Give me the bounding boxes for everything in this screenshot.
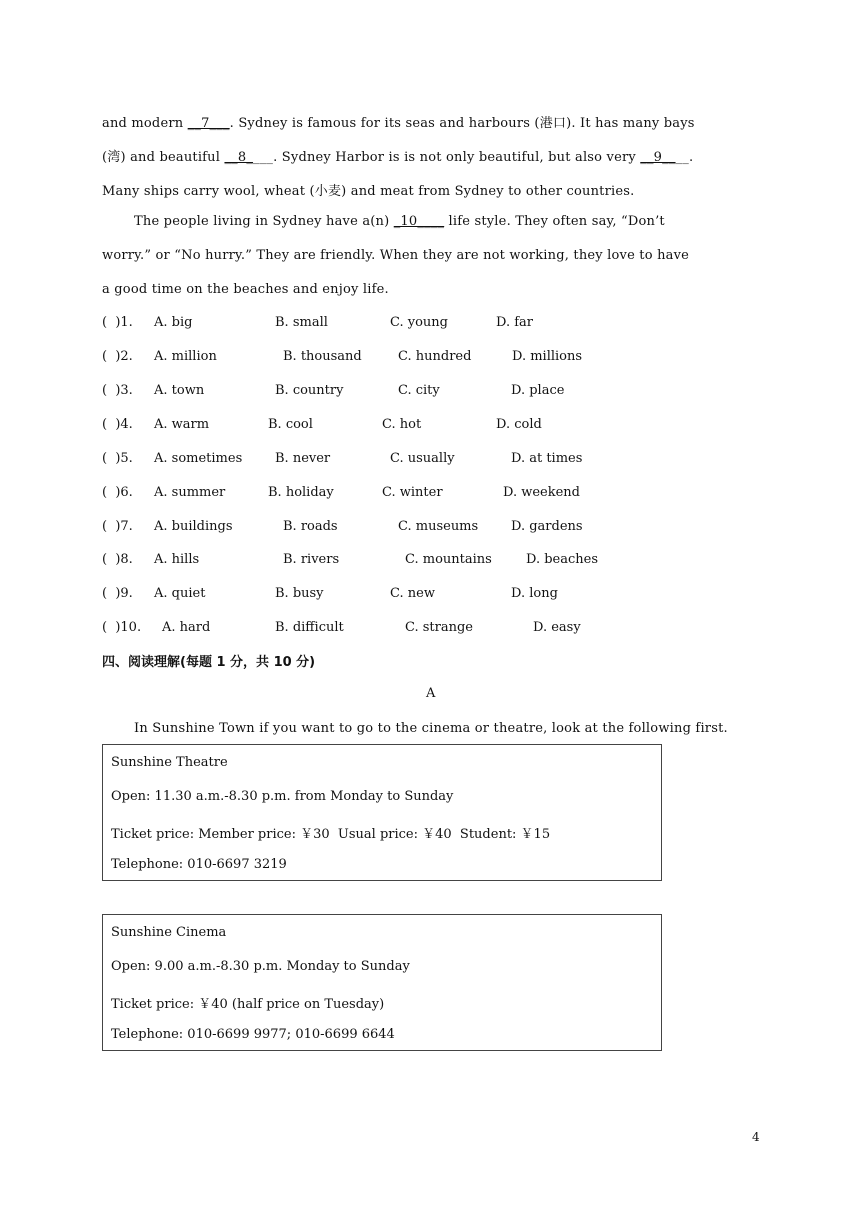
option-c: C. hot [382, 417, 422, 432]
question-number: ( )10. [102, 620, 142, 635]
passage-text: . Sydney is famous for its seas and harbours (港口). It has many bays [229, 116, 695, 131]
cinema-open: Open: 9.00 a.m.-8.30 p.m. Monday to Sunday [111, 959, 410, 974]
blank-9: __9__ [640, 150, 676, 165]
option-d: D. place [511, 383, 565, 398]
option-b: B. difficult [275, 620, 344, 635]
option-a: A. million [154, 349, 217, 364]
section-title: 四、阅读理解(每题 1 分，共 10 分) [102, 655, 316, 670]
question-row [102, 620, 581, 640]
passage-line-4 [134, 214, 665, 229]
blank-7: __7___ [187, 116, 230, 131]
option-b: B. small [275, 315, 328, 330]
blank-10: _10____ [393, 214, 445, 229]
option-b: B. roads [283, 519, 338, 534]
option-d: D. millions [512, 349, 583, 364]
question-number: ( )1. [102, 315, 133, 330]
option-a: A. warm [154, 417, 210, 432]
theatre-name: Sunshine Theatre [111, 755, 228, 770]
option-c: C. usually [390, 451, 455, 466]
question-row [102, 519, 583, 539]
option-a: A. summer [154, 485, 226, 500]
passage-text: __. [675, 150, 694, 165]
option-c: C. young [390, 315, 448, 330]
question-row [102, 315, 534, 335]
option-b: B. never [275, 451, 331, 466]
option-a: A. buildings [154, 519, 233, 534]
option-c: C. museums [398, 519, 479, 534]
option-a: A. quiet [154, 586, 206, 601]
option-c: C. strange [405, 620, 473, 635]
question-row [102, 417, 542, 437]
option-a: A. town [154, 383, 205, 398]
cinema-name: Sunshine Cinema [111, 925, 227, 940]
option-d: D. beaches [526, 552, 599, 567]
theatre-phone: Telephone: 010-6697 3219 [111, 857, 287, 872]
option-d: D. easy [533, 620, 581, 635]
option-a: A. sometimes [154, 451, 243, 466]
option-d: D. cold [496, 417, 542, 432]
option-b: B. holiday [268, 485, 334, 500]
option-d: D. long [511, 586, 558, 601]
option-d: D. at times [511, 451, 583, 466]
passage-line-5: worry.” or “No hurry.” They are friendly. When they are not working, they love to have [102, 248, 690, 263]
passage-text: and modern [102, 116, 188, 131]
option-c: C. winter [382, 485, 443, 500]
question-number: ( )8. [102, 552, 133, 567]
option-b: B. country [275, 383, 344, 398]
part-label: A [426, 686, 436, 701]
question-row [102, 485, 581, 505]
option-b: B. busy [275, 586, 324, 601]
question-number: ( )5. [102, 451, 133, 466]
blank-8: __8_ [224, 150, 254, 165]
theatre-info-box [102, 744, 662, 881]
reading-intro: In Sunshine Town if you want to go to the cinema or theatre, look at the following first. [134, 721, 728, 736]
question-row [102, 586, 558, 606]
option-a: A. hard [162, 620, 211, 635]
question-row [102, 552, 599, 572]
option-b: B. cool [268, 417, 313, 432]
passage-text: The people living in Sydney have a(n) [134, 214, 394, 229]
page-number: 4 [752, 1130, 760, 1144]
option-a: A. hills [154, 552, 200, 567]
cinema-price: Ticket price: ￥40 (half price on Tuesday) [111, 997, 385, 1012]
option-b: B. rivers [283, 552, 340, 567]
passage-text: (湾) and beautiful [102, 150, 225, 165]
option-c: C. hundred [398, 349, 472, 364]
question-row [102, 451, 583, 471]
cinema-phone: Telephone: 010-6699 9977; 010-6699 6644 [111, 1027, 395, 1042]
passage-text: life style. They often say, “Don’t [444, 214, 665, 229]
theatre-open: Open: 11.30 a.m.-8.30 p.m. from Monday to Sunday [111, 789, 454, 804]
option-d: D. far [496, 315, 534, 330]
option-d: D. gardens [511, 519, 583, 534]
question-number: ( )9. [102, 586, 133, 601]
theatre-price: Ticket price: Member price: ￥30 Usual price: ￥40 Student: ￥15 [111, 827, 551, 842]
option-c: C. mountains [405, 552, 492, 567]
passage-line-6: a good time on the beaches and enjoy life. [102, 282, 389, 297]
option-c: C. city [398, 383, 440, 398]
question-number: ( )4. [102, 417, 133, 432]
passage-text: ___. Sydney Harbor is is not only beautiful, but also very [253, 150, 641, 165]
question-number: ( )3. [102, 383, 133, 398]
option-d: D. weekend [503, 485, 581, 500]
question-row [102, 349, 583, 369]
option-b: B. thousand [283, 349, 362, 364]
cinema-info-box [102, 914, 662, 1051]
question-row [102, 383, 565, 403]
passage-line-3: Many ships carry wool, wheat (小麦) and meat from Sydney to other countries. [102, 184, 635, 199]
question-number: ( )6. [102, 485, 133, 500]
question-number: ( )7. [102, 519, 133, 534]
option-a: A. big [154, 315, 193, 330]
question-number: ( )2. [102, 349, 133, 364]
option-c: C. new [390, 586, 435, 601]
passage-line-1 [102, 112, 695, 131]
passage-line-2 [102, 146, 693, 165]
